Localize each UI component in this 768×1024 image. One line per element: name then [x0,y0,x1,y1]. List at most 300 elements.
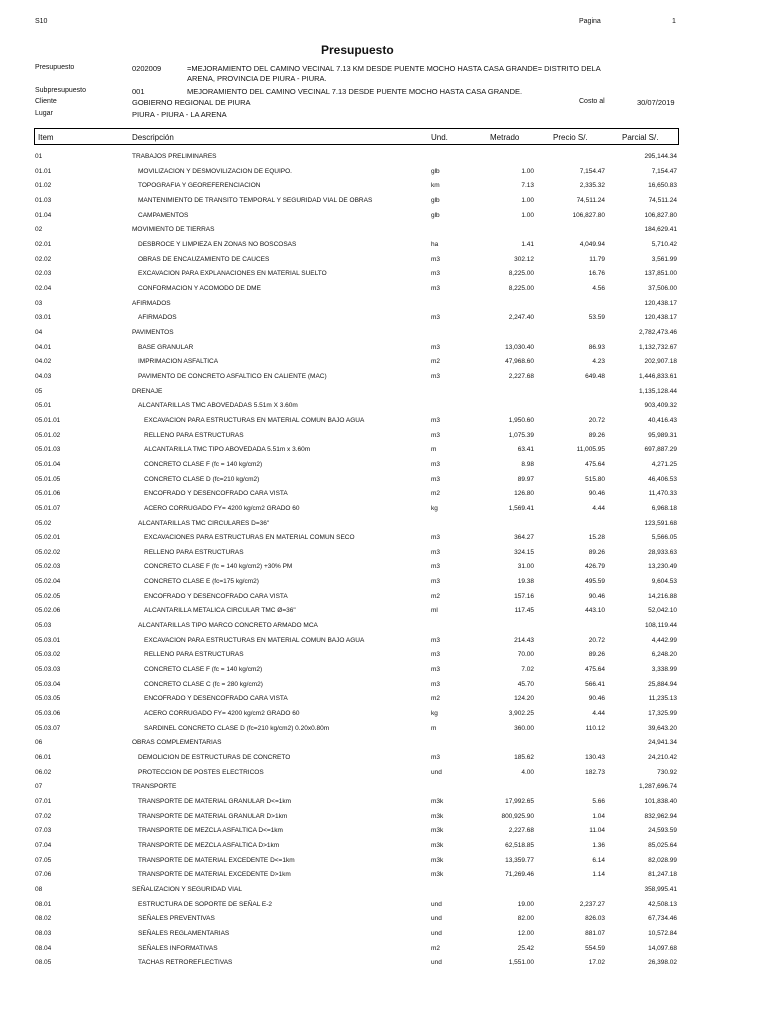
row-unit: m3 [431,431,441,439]
row-parcial: 26,398.02 [648,959,677,967]
row-precio: 90.46 [588,592,605,600]
row-metrado: 1.00 [521,211,534,219]
row-description: PAVIMENTO DE CONCRETO ASFALTICO EN CALIENTE (MAC) [138,372,327,380]
row-precio: 7,154.47 [579,167,605,175]
row-parcial: 101,838.40 [644,798,677,806]
row-precio: 11,005.95 [576,446,605,454]
row-description: AFIRMADOS [138,314,177,322]
row-precio: 2,335.32 [579,182,605,190]
row-parcial: 37,506.00 [648,284,677,292]
row-description: ENCOFRADO Y DESENCOFRADO CARA VISTA [144,490,288,498]
row-description: ALCANTARILLAS TIPO MARCO CONCRETO ARMADO MCA [138,622,318,630]
row-parcial: 24,210.42 [648,754,677,762]
row-unit: m3 [431,754,441,762]
row-metrado: 2,247.40 [508,314,534,322]
table-row [0,329,768,343]
row-item-code: 05.01.04 [35,460,61,468]
row-unit: m [431,446,437,454]
row-description: ALCANTARILLA TMC TIPO ABOVEDADA 5.51m x 3.60m [144,446,311,454]
row-description: MOVIMIENTO DE TIERRAS [132,226,215,234]
row-item-code: 02.04 [35,284,52,292]
row-metrado: 71,269.46 [505,871,534,879]
table-row [0,373,768,387]
row-precio: 4.23 [592,358,605,366]
row-metrado: 62,518.85 [505,842,534,850]
row-metrado: 1,551.00 [508,959,534,967]
row-item-code: 05.01 [35,402,52,410]
row-unit: m3k [431,842,444,850]
row-description: RELLENO PARA ESTRUCTURAS [144,431,244,439]
row-description: TRANSPORTE DE MATERIAL EXCEDENTE D>1km [138,871,291,879]
row-description: CONCRETO CLASE C (fc = 280 kg/cm2) [144,680,263,688]
row-precio: 11.79 [589,255,605,263]
table-row [0,182,768,196]
row-item-code: 06 [35,739,43,747]
row-unit: m3 [431,372,441,380]
row-item-code: 08.05 [35,959,52,967]
row-metrado: 45.70 [517,680,534,688]
table-row [0,857,768,871]
row-item-code: 06.01 [35,754,52,762]
row-metrado: 1.00 [521,196,534,204]
row-metrado: 3,902.25 [508,710,534,718]
row-parcial: 11,470.33 [648,490,677,498]
row-metrado: 8,225.00 [508,284,534,292]
row-item-code: 06.02 [35,768,52,776]
row-unit: m3 [431,314,441,322]
row-metrado: 89.97 [517,475,534,483]
row-description: DESBROCE Y LIMPIEZA EN ZONAS NO BOSCOSAS [138,240,297,248]
row-parcial: 1,132,732.67 [639,343,677,351]
row-item-code: 04.03 [35,372,52,380]
row-parcial: 358,995.41 [644,886,677,893]
row-metrado: 324.15 [514,548,534,556]
row-precio: 566.41 [585,680,605,688]
row-description: TACHAS RETROREFLECTIVAS [138,959,233,967]
row-description: CONCRETO CLASE F (fc = 140 kg/cm2) +30% PM [144,563,293,571]
row-item-code: 01.01 [35,167,52,175]
row-unit: m3 [431,460,441,468]
row-unit: glb [431,211,440,219]
row-parcial: 2,782,473.46 [639,328,677,336]
row-parcial: 14,216.88 [648,592,677,600]
row-description: CONCRETO CLASE D (fc=210 kg/cm2) [144,475,260,483]
row-item-code: 07.05 [35,856,52,864]
row-item-code: 01.03 [35,196,52,204]
row-parcial: 1,287,696.74 [639,783,677,791]
row-description: EXCAVACIONES PARA ESTRUCTURAS EN MATERIAL COMUN SECO [144,534,355,542]
row-metrado: 117.45 [514,607,534,615]
row-precio: 4.44 [592,504,605,512]
table-row [0,153,768,167]
table-row [0,505,768,519]
row-unit: m2 [431,490,441,498]
row-unit: und [431,900,442,908]
row-precio: 554.59 [585,944,605,952]
row-description: IMPRIMACION ASFALTICA [138,358,219,366]
row-parcial: 120,438.17 [644,299,677,307]
row-item-code: 04.01 [35,343,52,351]
row-item-code: 05.03.06 [35,710,61,718]
row-item-code: 02.01 [35,240,52,248]
table-row [0,607,768,621]
table-row [0,358,768,372]
table-row [0,461,768,475]
row-description: TOPOGRAFIA Y GEOREFERENCIACION [138,182,261,190]
row-description: MANTENIMIENTO DE TRANSITO TEMPORAL Y SEGURIDAD VIAL DE OBRAS [138,196,373,204]
row-precio: 443.10 [585,607,605,615]
row-precio: 90.46 [588,695,605,703]
row-description: AFIRMADOS [132,299,171,307]
row-parcial: 7,154.47 [651,167,677,175]
table-row [0,417,768,431]
row-parcial: 5,710.42 [651,240,677,248]
row-unit: kg [431,504,438,512]
table-row [0,930,768,944]
row-metrado: 13,359.77 [505,856,534,864]
row-item-code: 05.02.04 [35,578,61,586]
row-item-code: 01.04 [35,211,52,219]
row-precio: 1.36 [592,842,605,850]
row-item-code: 05.01.02 [35,431,61,439]
row-unit: m2 [431,358,441,366]
row-parcial: 295,144.34 [644,153,677,160]
table-row [0,871,768,885]
row-metrado: 360.00 [514,724,534,732]
row-unit: glb [431,167,440,175]
row-unit: m3 [431,416,441,424]
table-row [0,270,768,284]
table-row [0,314,768,328]
table-row [0,549,768,563]
row-item-code: 05.03.01 [35,636,61,644]
row-precio: 90.46 [588,490,605,498]
row-metrado: 1.41 [521,240,534,248]
row-unit: m3k [431,871,444,879]
row-metrado: 70.00 [517,651,534,659]
row-unit: m2 [431,944,441,952]
row-description: TRANSPORTE DE MATERIAL EXCEDENTE D<=1km [138,856,295,864]
row-precio: 20.72 [588,416,605,424]
row-precio: 17.02 [588,959,605,967]
row-unit: km [431,182,440,190]
table-row [0,769,768,783]
row-item-code: 04 [35,328,43,336]
row-description: CONCRETO CLASE E (fc=175 kg/cm2) [144,578,259,586]
row-item-code: 08.01 [35,900,52,908]
row-metrado: 302.12 [514,255,534,263]
row-unit: m3k [431,856,444,864]
subpresupuesto-description: MEJORAMIENTO DEL CAMINO VECINAL 7.13 DESDE PUENTE MOCHO HASTA CASA GRANDE. [187,87,523,96]
row-item-code: 05.03 [35,622,52,630]
row-metrado: 2,227.68 [508,372,534,380]
row-parcial: 1,135,128.44 [639,387,677,395]
table-row [0,446,768,460]
table-row [0,695,768,709]
row-metrado: 364.27 [514,534,534,542]
row-item-code: 08.03 [35,929,52,937]
row-parcial: 82,028.99 [648,856,677,864]
row-item-code: 02 [35,226,43,234]
row-metrado: 1,950.60 [508,416,534,424]
subpresupuesto-label: Subpresupuesto [35,87,86,94]
row-description: EXCAVACION PARA ESTRUCTURAS EN MATERIAL COMUN BAJO AGUA [144,416,365,424]
row-description: SEÑALES INFORMATIVAS [138,944,218,952]
table-row [0,226,768,240]
row-parcial: 24,941.34 [648,739,677,747]
table-row [0,651,768,665]
table-row [0,798,768,812]
row-description: ENCOFRADO Y DESENCOFRADO CARA VISTA [144,695,288,703]
column-header-item: Item [38,133,54,142]
row-precio: 881.07 [585,929,605,937]
table-row [0,739,768,753]
row-precio: 426.79 [585,563,605,571]
row-parcial: 202,907.18 [644,358,677,366]
row-item-code: 03.01 [35,314,52,322]
row-item-code: 03 [35,299,43,307]
row-description: TRABAJOS PRELIMINARES [132,153,217,160]
row-description: ACERO CORRUGADO FY= 4200 kg/cm2 GRADO 60 [144,710,300,718]
row-metrado: 47,968.60 [505,358,534,366]
row-unit: m3 [431,666,441,674]
row-item-code: 05.02.01 [35,534,61,542]
row-unit: und [431,929,442,937]
page-label: Pagina [579,18,601,25]
table-row [0,710,768,724]
row-precio: 826.03 [585,915,605,923]
row-parcial: 39,643.20 [648,724,677,732]
table-row [0,637,768,651]
row-precio: 15.28 [588,534,605,542]
row-item-code: 05.03.07 [35,724,61,732]
row-unit: m3 [431,651,441,659]
row-metrado: 126.80 [514,490,534,498]
row-description: CAMPAMENTOS [138,211,189,219]
row-metrado: 31.00 [517,563,534,571]
presupuesto-label: Presupuesto [35,64,75,71]
row-unit: und [431,768,442,776]
row-description: SEÑALIZACION Y SEGURIDAD VIAL [132,886,242,893]
row-parcial: 730.92 [657,768,677,776]
row-parcial: 85,025.64 [648,842,677,850]
row-parcial: 108,119.44 [644,622,677,630]
row-description: CONCRETO CLASE F (fc = 140 kg/cm2) [144,666,263,674]
table-row [0,563,768,577]
row-item-code: 05.01.01 [35,416,61,424]
row-item-code: 08.04 [35,944,52,952]
row-item-code: 07.02 [35,812,52,820]
row-unit: m [431,724,437,732]
row-precio: 475.64 [585,460,605,468]
row-item-code: 07.03 [35,827,52,835]
row-metrado: 8.98 [521,460,534,468]
row-precio: 4.44 [592,710,605,718]
row-precio: 53.59 [588,314,605,322]
row-parcial: 17,325.99 [648,710,677,718]
table-row [0,681,768,695]
row-item-code: 05.02 [35,519,52,527]
row-parcial: 123,591.68 [644,519,677,527]
row-unit: m3 [431,548,441,556]
row-unit: glb [431,196,440,204]
lugar-label: Lugar [35,110,53,117]
table-row [0,432,768,446]
row-metrado: 800,925.90 [501,812,534,820]
row-parcial: 11,235.13 [648,695,677,703]
row-parcial: 28,933.63 [648,548,677,556]
row-precio: 16.76 [588,270,605,278]
row-precio: 74,511.24 [576,196,605,204]
row-metrado: 214.43 [514,636,534,644]
table-row [0,476,768,490]
row-parcial: 74,511.24 [648,196,677,204]
row-description: RELLENO PARA ESTRUCTURAS [144,651,244,659]
row-metrado: 4.00 [521,768,534,776]
row-precio: 495.59 [585,578,605,586]
row-precio: 89.26 [588,431,605,439]
row-description: CONCRETO CLASE F (fc = 140 kg/cm2) [144,460,263,468]
row-unit: m2 [431,592,441,600]
presupuesto-description-line1: =MEJORAMIENTO DEL CAMINO VECINAL 7.13 KM DESDE PUENTE MOCHO HASTA CASA GRANDE= DISTRITO DELA [187,64,601,73]
row-parcial: 4,442.99 [651,636,677,644]
row-metrado: 12.00 [517,929,534,937]
column-header-und: Und. [431,133,448,142]
row-unit: m3k [431,798,444,806]
row-unit: m2 [431,695,441,703]
row-unit: m3 [431,475,441,483]
presupuesto-description-line2: ARENA, PROVINCIA DE PIURA - PIURA. [187,74,327,83]
row-unit: m3 [431,636,441,644]
row-parcial: 3,561.99 [651,255,677,263]
row-parcial: 106,827.80 [644,211,677,219]
costo-date: 30/07/2019 [637,98,675,107]
row-metrado: 1,569.41 [508,504,534,512]
table-row [0,915,768,929]
row-unit: m3 [431,578,441,586]
row-parcial: 3,338.99 [651,666,677,674]
row-metrado: 7.13 [521,182,534,190]
row-item-code: 04.02 [35,358,52,366]
cliente-value: GOBIERNO REGIONAL DE PIURA [132,98,251,107]
row-item-code: 01.02 [35,182,52,190]
table-row [0,534,768,548]
row-metrado: 185.62 [514,754,534,762]
row-item-code: 05.03.05 [35,695,61,703]
row-description: CONFORMACION Y ACOMODO DE DME [138,284,261,292]
row-precio: 1.04 [592,812,605,820]
row-description: ESTRUCTURA DE SOPORTE DE SEÑAL E-2 [138,900,273,908]
row-parcial: 46,406.53 [648,475,677,483]
table-row [0,783,768,797]
row-item-code: 07.06 [35,871,52,879]
column-header-precio: Precio S/. [553,133,588,142]
row-item-code: 05.02.05 [35,592,61,600]
page-title: Presupuesto [321,43,394,57]
table-row [0,827,768,841]
table-row [0,344,768,358]
row-description: ALCANTARILLAS TMC CIRCULARES D=36" [138,519,270,527]
cliente-label: Cliente [35,98,57,105]
subpresupuesto-code: 001 [132,87,145,96]
row-precio: 20.72 [588,636,605,644]
row-parcial: 697,887.29 [644,446,677,454]
row-metrado: 63.41 [517,446,534,454]
table-row [0,578,768,592]
report-code: S10 [35,18,48,25]
row-unit: m3k [431,827,444,835]
table-row [0,593,768,607]
row-parcial: 832,962.94 [644,812,677,820]
row-parcial: 184,629.41 [644,226,677,234]
row-item-code: 05.02.06 [35,607,61,615]
row-description: OBRAS DE ENCAUZAMIENTO DE CAUCES [138,255,270,263]
row-item-code: 05 [35,387,43,395]
row-parcial: 1,446,833.61 [639,372,677,380]
row-unit: kg [431,710,438,718]
row-description: MOVILIZACION Y DESMOVILIZACION DE EQUIPO. [138,167,292,175]
row-unit: m3 [431,680,441,688]
row-item-code: 05.01.06 [35,490,61,498]
row-unit: ml [431,607,438,615]
row-item-code: 05.03.02 [35,651,61,659]
table-row [0,945,768,959]
table-row [0,212,768,226]
row-precio: 4.56 [592,284,605,292]
row-precio: 89.26 [588,651,605,659]
table-row [0,622,768,636]
row-parcial: 40,416.43 [648,416,677,424]
row-unit: und [431,915,442,923]
row-metrado: 82.00 [517,915,534,923]
table-row [0,725,768,739]
row-parcial: 14,097.68 [648,944,677,952]
table-row [0,300,768,314]
table-row [0,520,768,534]
row-precio: 11.04 [589,827,605,835]
row-item-code: 05.01.07 [35,504,61,512]
row-parcial: 6,248.20 [651,651,677,659]
row-precio: 6.14 [592,856,605,864]
row-precio: 515.80 [585,475,605,483]
row-description: RELLENO PARA ESTRUCTURAS [144,548,244,556]
row-parcial: 4,271.25 [651,460,677,468]
row-item-code: 08.02 [35,915,52,923]
row-item-code: 05.03.04 [35,680,61,688]
row-unit: m3 [431,270,441,278]
table-row [0,388,768,402]
row-parcial: 25,884.94 [648,680,677,688]
column-header-metrado: Metrado [490,133,520,142]
row-description: OBRAS COMPLEMENTARIAS [132,739,222,747]
row-parcial: 903,409.32 [644,402,677,410]
row-parcial: 16,650.83 [648,182,677,190]
row-unit: ha [431,240,439,248]
row-parcial: 95,989.31 [648,431,677,439]
row-metrado: 13,030.40 [505,343,534,351]
row-unit: m3 [431,563,441,571]
row-parcial: 24,593.59 [648,827,677,835]
row-precio: 2,237.27 [579,900,605,908]
row-unit: m3 [431,534,441,542]
table-row [0,842,768,856]
row-description: TRANSPORTE DE MATERIAL GRANULAR D>1km [138,812,288,820]
row-description: ACERO CORRUGADO FY= 4200 kg/cm2 GRADO 60 [144,504,300,512]
row-unit: m3 [431,284,441,292]
presupuesto-code: 0202009 [132,64,162,73]
row-item-code: 08 [35,886,43,893]
row-description: DEMOLICION DE ESTRUCTURAS DE CONCRETO [138,754,291,762]
